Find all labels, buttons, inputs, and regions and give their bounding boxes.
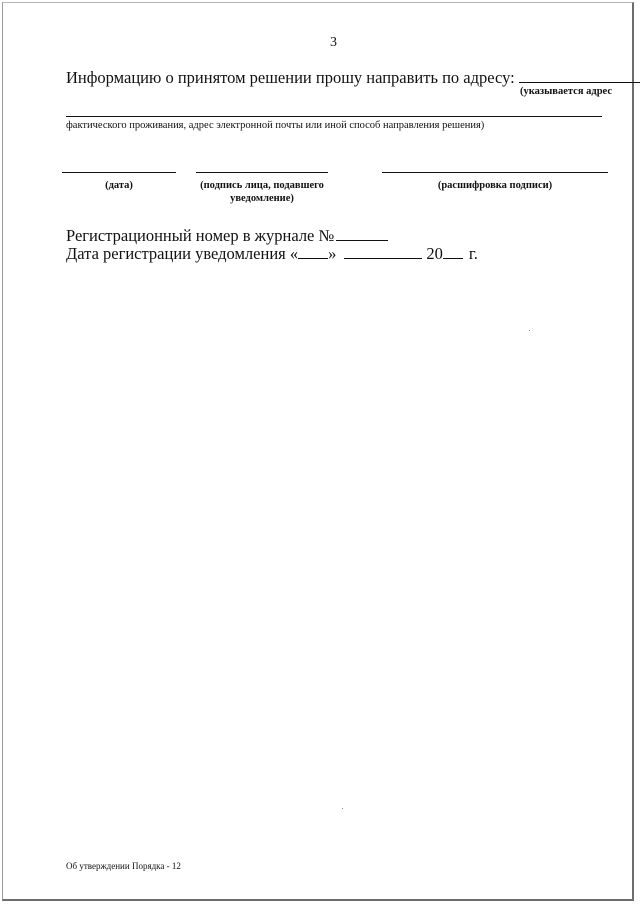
address-request-text: Информацию о принятом решении прошу направить по адресу: <box>66 68 515 87</box>
date-signature-line[interactable] <box>62 172 176 173</box>
registration-month-field[interactable] <box>344 244 422 259</box>
registration-number-label: Регистрационный номер в журнале № <box>66 226 335 245</box>
registration-date-close-quote: » <box>328 244 337 263</box>
registration-day-field[interactable] <box>298 244 328 259</box>
address-hint-right: (указывается адрес <box>520 86 612 97</box>
page-border <box>2 2 634 901</box>
address-request-line <box>66 68 640 88</box>
signature-line[interactable] <box>196 172 328 173</box>
registration-number-field[interactable] <box>336 226 388 241</box>
signature-caption-line1: (подпись лица, подавшего <box>200 180 324 191</box>
registration-number-line <box>66 226 388 246</box>
address-hint-left: фактического проживания, адрес электронной почты или иной способ направления решения) <box>66 120 485 131</box>
signature-decoding-line[interactable] <box>382 172 608 173</box>
footer-text: Об утверждении Порядка - 12 <box>66 861 181 871</box>
signature-caption <box>186 179 338 205</box>
date-caption: (дата) <box>105 180 133 191</box>
page-number: 3 <box>330 35 337 50</box>
decoding-caption: (расшифровка подписи) <box>437 180 553 191</box>
address-blank-field[interactable] <box>519 68 640 83</box>
registration-date-line <box>66 244 478 264</box>
registration-date-label: Дата регистрации уведомления « <box>66 244 299 263</box>
registration-year-suffix: г. <box>468 244 478 263</box>
scan-speck <box>529 330 530 331</box>
address-full-line[interactable] <box>66 116 602 117</box>
scan-speck <box>342 808 343 809</box>
signature-caption-line2: уведомление) <box>230 193 294 204</box>
registration-year-prefix: 20 <box>426 244 443 263</box>
registration-year-field[interactable] <box>443 244 463 259</box>
